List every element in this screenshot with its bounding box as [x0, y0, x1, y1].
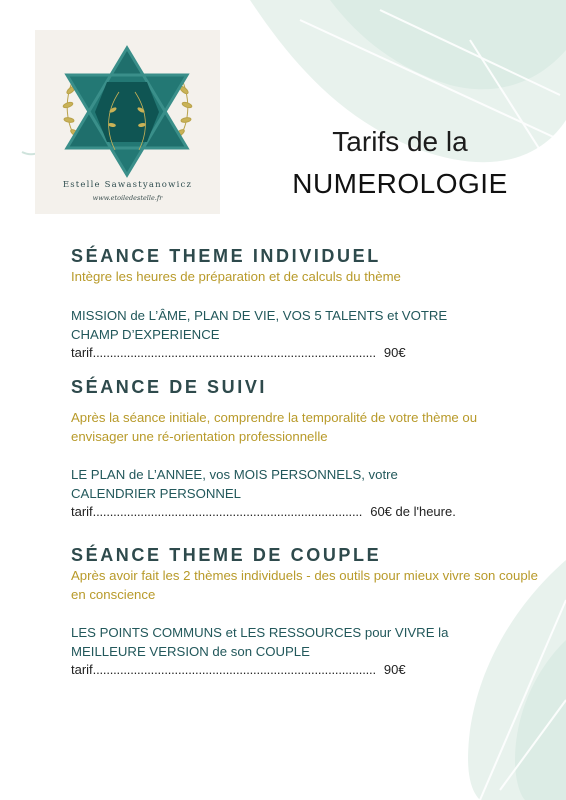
section-theme-individuel	[71, 245, 541, 362]
section-intro: Après la séance initiale, comprendre la temporalité de votre thème ou envisager une ré-orientation professionnelle	[71, 410, 478, 444]
tarif-price: 90€	[383, 345, 406, 360]
section-detail: LES POINTS COMMUNS et LES RESSOURCES pour VIVRE la MEILLEURE VERSION de son COUPLE	[71, 625, 449, 659]
section-theme-couple	[71, 544, 541, 679]
logo-name: Estelle Sawastyanowicz	[62, 180, 193, 190]
section-detail: MISSION de L’ÂME, PLAN DE VIE, VOS 5 TALENTS et VOTRE CHAMP D’EXPERIENCE	[71, 308, 448, 342]
tarif-label: tarif	[71, 504, 93, 519]
tarif-price: 60€ de l'heure.	[370, 504, 456, 519]
page-title-line1: Tarifs de la	[332, 126, 468, 157]
section-intro: Intègre les heures de préparation et de calculs du thème	[71, 269, 401, 284]
tarif-dots: ...................................................................................	[92, 662, 376, 677]
logo-card	[35, 30, 220, 214]
section-detail: LE PLAN de L’ANNEE, vos MOIS PERSONNELS, votre CALENDRIER PERSONNEL	[71, 467, 398, 501]
tarif-dots: ...................................................................................	[92, 345, 376, 360]
tarif-line	[71, 344, 541, 362]
page-title-line2: NUMEROLOGIE	[292, 168, 508, 199]
section-suivi	[71, 376, 541, 521]
section-heading: SÉANCE THEME INDIVIDUEL	[71, 246, 381, 266]
tarif-dots: ...............................................................................	[92, 504, 363, 519]
tarif-line	[71, 661, 541, 679]
star-of-david-logo-icon	[35, 30, 220, 180]
section-heading: SÉANCE THEME DE COUPLE	[71, 545, 382, 565]
logo-url: www.etoiledestelle.fr	[92, 194, 163, 202]
section-heading: SÉANCE DE SUIVI	[71, 377, 268, 397]
section-intro: Après avoir fait les 2 thèmes individuels - des outils pour mieux vivre son couple en conscience	[71, 568, 538, 602]
tarif-price: 90€	[383, 662, 406, 677]
tarif-label: tarif	[71, 662, 93, 677]
tarif-label: tarif	[71, 345, 93, 360]
tarif-line	[71, 503, 541, 521]
